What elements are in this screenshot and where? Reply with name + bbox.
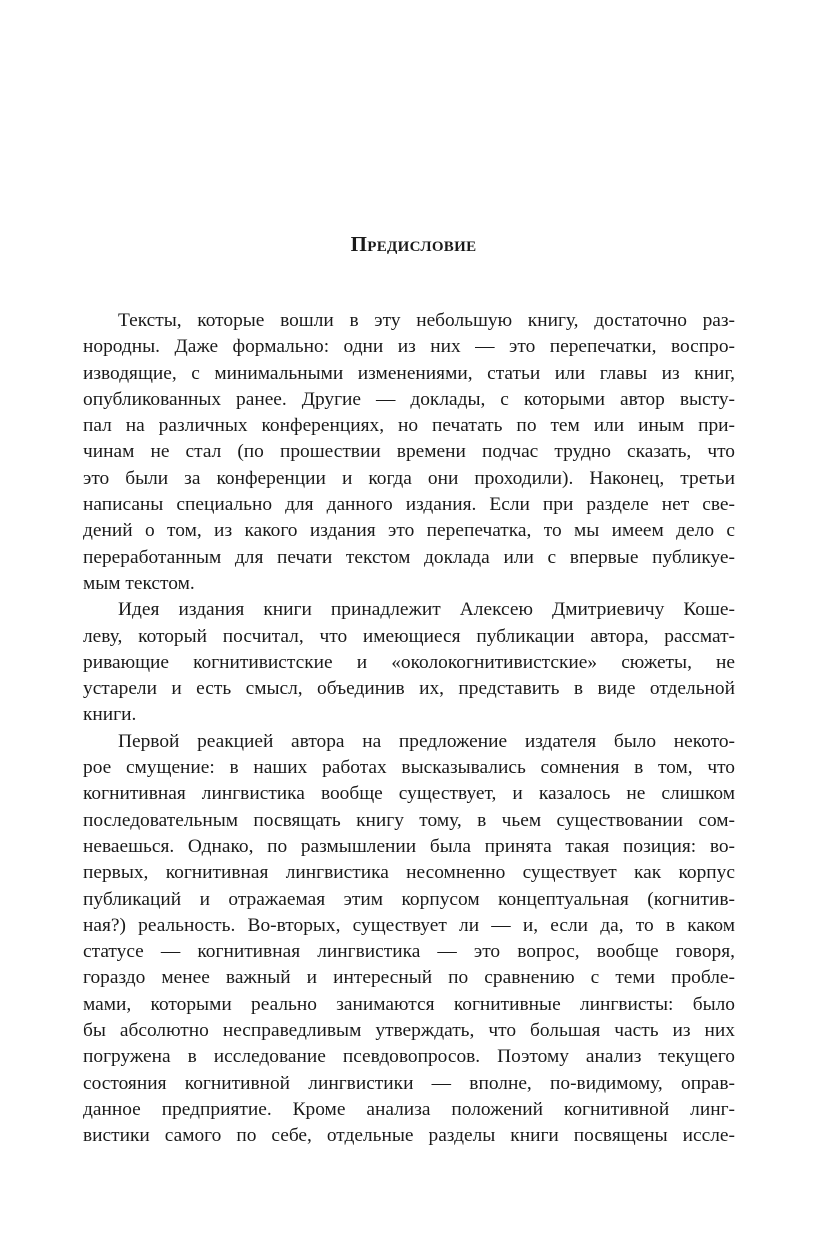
- text-line: мым текстом.: [83, 572, 195, 594]
- text-line: переработанным для печати текстом доклада или с впервые публикуе-: [83, 546, 735, 568]
- text-line: гораздо менее важный и интересный по сравнению с теми пробле-: [83, 967, 735, 989]
- text-line: мами, которыми реально занимаются когнитивные лингвисты: было: [83, 993, 735, 1015]
- text-line: рое смущение: в наших работах высказывались сомнения в том, что: [83, 757, 735, 779]
- text-line: публикаций и отражаемая этим корпусом концептуальная (когнитив-: [83, 888, 735, 910]
- text-line: изводящие, с минимальными изменениями, статьи или главы из книг,: [83, 362, 735, 384]
- text-line: дений о том, из какого издания это перепечатка, то мы имеем дело с: [83, 520, 735, 542]
- text-line: бы абсолютно несправедливым утверждать, что большая часть из них: [83, 1020, 735, 1042]
- text-line: состояния когнитивной лингвистики — вполне, по-видимому, оправ-: [83, 1072, 735, 1094]
- text-line: Первой реакцией автора на предложение издателя было некото-: [118, 730, 735, 752]
- text-line: неваешься. Однако, по размышлении была принята такая позиция: во-: [83, 835, 735, 857]
- text-line: Идея издания книги принадлежит Алексею Дмитриевичу Коше-: [118, 599, 735, 621]
- text-line: леву, который посчитал, что имеющиеся публикации автора, рассмат-: [83, 625, 735, 647]
- text-line: данное предприятие. Кроме анализа положений когнитивной линг-: [83, 1098, 735, 1120]
- text-line: статусе — когнитивная лингвистика — это вопрос, вообще говоря,: [83, 941, 735, 963]
- text-line: это были за конференции и когда они проходили). Наконец, третьи: [83, 467, 735, 489]
- text-line: написаны специально для данного издания. Если при разделе нет све-: [83, 494, 735, 516]
- text-line: первых, когнитивная лингвистика несомненно существует как корпус: [83, 862, 735, 884]
- text-line: ная?) реальность. Во-вторых, существует ли — и, если да, то в каком: [83, 914, 735, 936]
- text-line: нородны. Даже формально: одни из них — это перепечатки, воспро-: [83, 336, 735, 358]
- text-line: ривающие когнитивистские и «околокогнитивистские» сюжеты, не: [83, 651, 735, 673]
- text-line: вистики самого по себе, отдельные разделы книги посвящены иссле-: [83, 1125, 735, 1147]
- text-line: чинам не стал (по прошествии времени подчас трудно сказать, что: [83, 441, 735, 463]
- text-line: пал на различных конференциях, но печатать по тем или иным при-: [83, 415, 735, 437]
- text-line: Тексты, которые вошли в эту небольшую книгу, достаточно раз-: [118, 310, 735, 331]
- text-line: книги.: [83, 704, 137, 726]
- text-line: опубликованных ранее. Другие — доклады, с которыми автор высту-: [83, 388, 735, 410]
- text-line: устарели и есть смысл, объединив их, представить в виде отдельной: [83, 678, 735, 700]
- text-line: погружена в исследование псевдовопросов. Поэтому анализ текущего: [83, 1046, 735, 1068]
- text-line: последовательным посвящать книгу тому, в чьем существовании сом-: [83, 809, 735, 831]
- body-text: [83, 308, 735, 1150]
- page-title: Предисловие: [350, 232, 477, 256]
- text-line: когнитивная лингвистика вообще существует, и казалось не слишком: [83, 783, 735, 805]
